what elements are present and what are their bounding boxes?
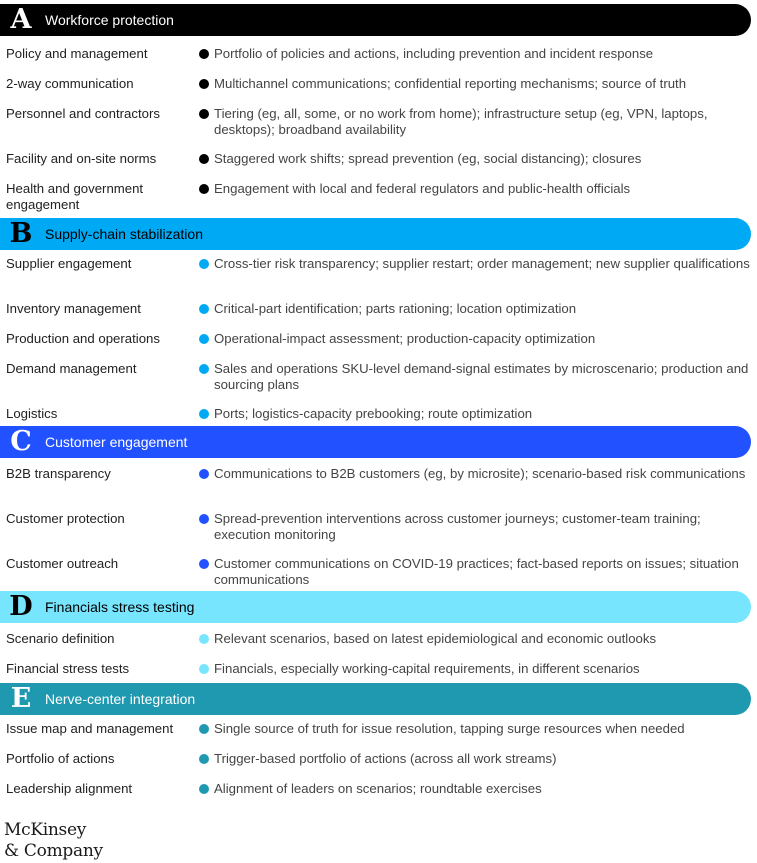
item-label: Health and government engagement bbox=[6, 181, 144, 212]
bullet-dot-icon bbox=[199, 154, 209, 164]
bullet-dot-icon bbox=[199, 784, 209, 794]
item-label: Policy and management bbox=[6, 46, 148, 61]
item-label: Personnel and contractors bbox=[6, 106, 160, 121]
bullet-dot-icon bbox=[199, 79, 209, 89]
item-description: Alignment of leaders on scenarios; roundtable exercises bbox=[214, 781, 542, 796]
section-banner-e bbox=[0, 683, 751, 715]
section-letter: B bbox=[9, 218, 33, 249]
section-letter: D bbox=[9, 591, 33, 622]
item-description: Financials, especially working-capital requirements, in different scenarios bbox=[214, 661, 640, 676]
item-label: B2B transparency bbox=[6, 466, 111, 481]
item-label: Financial stress tests bbox=[6, 661, 130, 676]
bullet-dot-icon bbox=[199, 304, 209, 314]
logo-line-1: McKinsey bbox=[4, 820, 87, 840]
item-label: Issue map and management bbox=[6, 721, 174, 736]
section-banner-c bbox=[0, 426, 751, 458]
item-description: Customer communications on COVID-19 practices; fact-based reports on issues; situation communications bbox=[214, 556, 739, 587]
bullet-dot-icon bbox=[199, 664, 209, 674]
item-label: 2-way communication bbox=[6, 76, 134, 91]
bullet-dot-icon bbox=[199, 514, 209, 524]
bullet-dot-icon bbox=[199, 469, 209, 479]
bullet-dot-icon bbox=[199, 184, 209, 194]
item-label: Logistics bbox=[6, 406, 58, 421]
section-title: Supply-chain stabilization bbox=[45, 226, 203, 242]
section-letter: C bbox=[10, 426, 32, 457]
item-label: Leadership alignment bbox=[6, 781, 133, 796]
section-title: Workforce protection bbox=[45, 12, 174, 28]
item-description: Spread-prevention interventions across customer journeys; customer-team training; execution monitoring bbox=[214, 511, 701, 542]
item-label: Demand management bbox=[6, 361, 137, 376]
logo-line-2: & Company bbox=[4, 841, 103, 861]
mckinsey-logo bbox=[4, 820, 103, 862]
bullet-dot-icon bbox=[199, 109, 209, 119]
bullet-dot-icon bbox=[199, 49, 209, 59]
bullet-dot-icon bbox=[199, 754, 209, 764]
item-description: Communications to B2B customers (eg, by microsite); scenario-based risk communications bbox=[214, 466, 746, 481]
item-label: Facility and on-site norms bbox=[6, 151, 157, 166]
item-description: Sales and operations SKU-level demand-signal estimates by microscenario; production and sourcing plans bbox=[214, 361, 749, 392]
item-description: Engagement with local and federal regulators and public-health officials bbox=[214, 181, 631, 196]
item-description: Operational-impact assessment; production-capacity optimization bbox=[214, 331, 596, 346]
bullet-dot-icon bbox=[199, 364, 209, 374]
bullet-dot-icon bbox=[199, 409, 209, 419]
item-description: Staggered work shifts; spread prevention (eg, social distancing); closures bbox=[214, 151, 642, 166]
item-label: Portfolio of actions bbox=[6, 751, 115, 766]
item-description: Critical-part identification; parts rationing; location optimization bbox=[214, 301, 577, 316]
section-banner-d bbox=[0, 591, 751, 623]
bullet-dot-icon bbox=[199, 724, 209, 734]
section-letter: A bbox=[10, 4, 32, 35]
item-description: Portfolio of policies and actions, including prevention and incident response bbox=[214, 46, 654, 61]
bullet-dot-icon bbox=[199, 334, 209, 344]
item-description: Cross-tier risk transparency; supplier restart; order management; new supplier qualifications bbox=[214, 256, 750, 271]
bullet-dot-icon bbox=[199, 259, 209, 269]
item-description: Relevant scenarios, based on latest epidemiological and economic outlooks bbox=[214, 631, 657, 646]
section-title: Customer engagement bbox=[45, 434, 188, 450]
section-banner-b bbox=[0, 218, 751, 250]
section-letter: E bbox=[10, 683, 32, 714]
item-description: Trigger-based portfolio of actions (across all work streams) bbox=[214, 751, 557, 766]
bullet-dot-icon bbox=[199, 559, 209, 569]
item-label: Scenario definition bbox=[6, 631, 115, 646]
section-title: Nerve-center integration bbox=[45, 691, 196, 707]
item-label: Customer outreach bbox=[6, 556, 119, 571]
item-description: Single source of truth for issue resolution, tapping surge resources when needed bbox=[214, 721, 685, 736]
item-description: Multichannel communications; confidential reporting mechanisms; source of truth bbox=[214, 76, 687, 91]
item-label: Inventory management bbox=[6, 301, 141, 316]
section-banner-a bbox=[0, 4, 751, 36]
item-description: Ports; logistics-capacity prebooking; route optimization bbox=[214, 406, 533, 421]
item-label: Production and operations bbox=[6, 331, 160, 346]
item-label: Customer protection bbox=[6, 511, 125, 526]
section-title: Financials stress testing bbox=[45, 599, 195, 615]
item-description: Tiering (eg, all, some, or no work from home); infrastructure setup (eg, VPN, laptops, desktops); broadband availability bbox=[214, 106, 708, 137]
item-label: Supplier engagement bbox=[6, 256, 132, 271]
bullet-dot-icon bbox=[199, 634, 209, 644]
